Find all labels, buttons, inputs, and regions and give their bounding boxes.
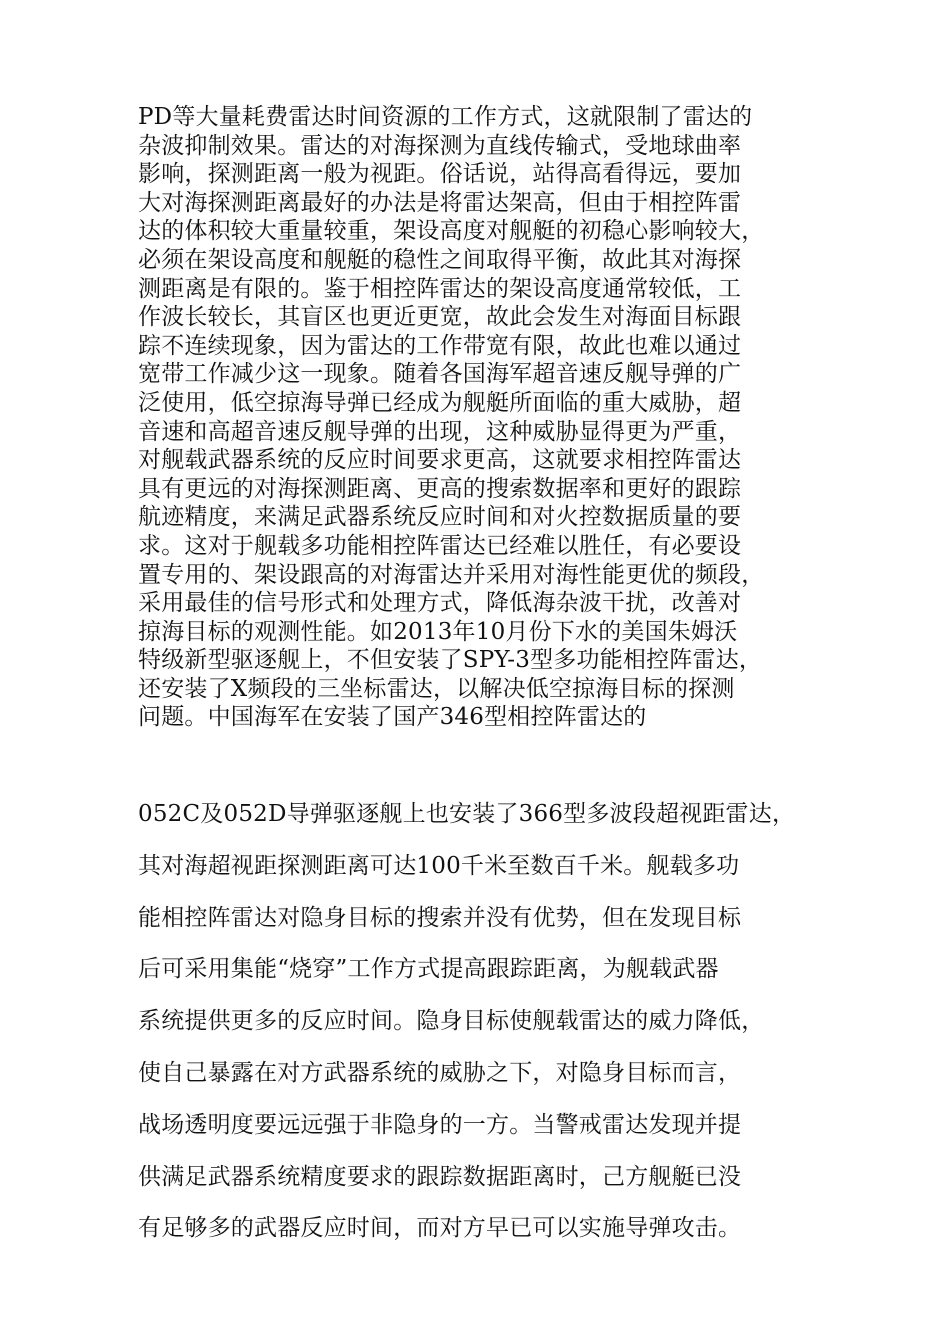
text-line: 航迹精度，来满足武器系统反应时间和对火控数据质量的要 — [138, 504, 742, 531]
text-line: 问题。中国海军在安装了国产346型相控阵雷达的 — [138, 704, 647, 731]
text-line: 求。这对于舰载多功能相控阵雷达已经难以胜任，有必要设 — [138, 532, 742, 559]
text-line: 供满足武器系统精度要求的跟踪数据距离时，己方舰艇已没 — [138, 1163, 742, 1190]
paragraph-upper — [138, 103, 838, 732]
paragraph-lower — [138, 789, 838, 1255]
text-line: 踪不连续现象，因为雷达的工作带宽有限，故此也难以通过 — [138, 332, 742, 359]
text-line: 能相控阵雷达对隐身目标的搜索并没有优势，但在发现目标 — [138, 904, 742, 931]
text-line: 其对海超视距探测距离可达100千米至数百千米。舰载多功 — [138, 852, 740, 879]
text-line: PD等大量耗费雷达时间资源的工作方式，这就限制了雷达的 — [138, 104, 753, 130]
text-line: 采用最佳的信号形式和处理方式，降低海杂波干扰，改善对 — [138, 590, 742, 617]
text-line: 达的体积较大重量较重，架设高度对舰艇的初稳心影响较大， — [138, 218, 765, 245]
text-line: 系统提供更多的反应时间。隐身目标使舰载雷达的威力降低， — [138, 1008, 765, 1035]
text-line: 后可采用集能“烧穿”工作方式提高跟踪距离，为舰载武器 — [138, 956, 719, 983]
text-line: 具有更远的对海探测距离、更高的搜索数据率和更好的跟踪 — [138, 475, 742, 502]
text-line: 作波长较长，其盲区也更近更宽，故此会发生对海面目标跟 — [138, 304, 742, 331]
text-line: 对舰载武器系统的反应时间要求更高，这就要求相控阵雷达 — [138, 447, 742, 474]
text-line: 宽带工作减少这一现象。随着各国海军超音速反舰导弹的广 — [138, 361, 742, 388]
text-line: 还安装了X频段的三坐标雷达，以解决低空掠海目标的探测 — [138, 675, 735, 702]
text-line: 掠海目标的观测性能。如2013年10月份下水的美国朱姆沃 — [138, 618, 738, 645]
text-line: 泛使用，低空掠海导弹已经成为舰艇所面临的重大威胁，超 — [138, 389, 742, 416]
text-line: 有足够多的武器反应时间，而对方早已可以实施导弹攻击。 — [138, 1215, 742, 1242]
text-line: 052C及052D导弹驱逐舰上也安装了366型多波段超视距雷达， — [138, 801, 796, 827]
text-line: 大对海探测距离最好的办法是将雷达架高，但由于相控阵雷 — [138, 189, 742, 216]
text-line: 杂波抑制效果。雷达的对海探测为直线传输式，受地球曲率 — [138, 132, 742, 159]
text-line: 必须在架设高度和舰艇的稳性之间取得平衡，故此其对海探 — [138, 246, 742, 273]
text-line: 置专用的、架设跟高的对海雷达并采用对海性能更优的频段， — [138, 561, 765, 588]
text-line: 战场透明度要远远强于非隐身的一方。当警戒雷达发现并提 — [138, 1111, 742, 1138]
text-line: 影响，探测距离一般为视距。俗话说，站得高看得远，要加 — [138, 161, 742, 188]
text-line: 测距离是有限的。鉴于相控阵雷达的架设高度通常较低，工 — [138, 275, 742, 302]
text-line: 特级新型驱逐舰上，不但安装了SPY-3型多功能相控阵雷达， — [138, 647, 763, 674]
text-line: 音速和高超音速反舰导弹的出现，这种威胁显得更为严重， — [138, 418, 742, 445]
text-line: 使自己暴露在对方武器系统的威胁之下，对隐身目标而言， — [138, 1059, 742, 1086]
